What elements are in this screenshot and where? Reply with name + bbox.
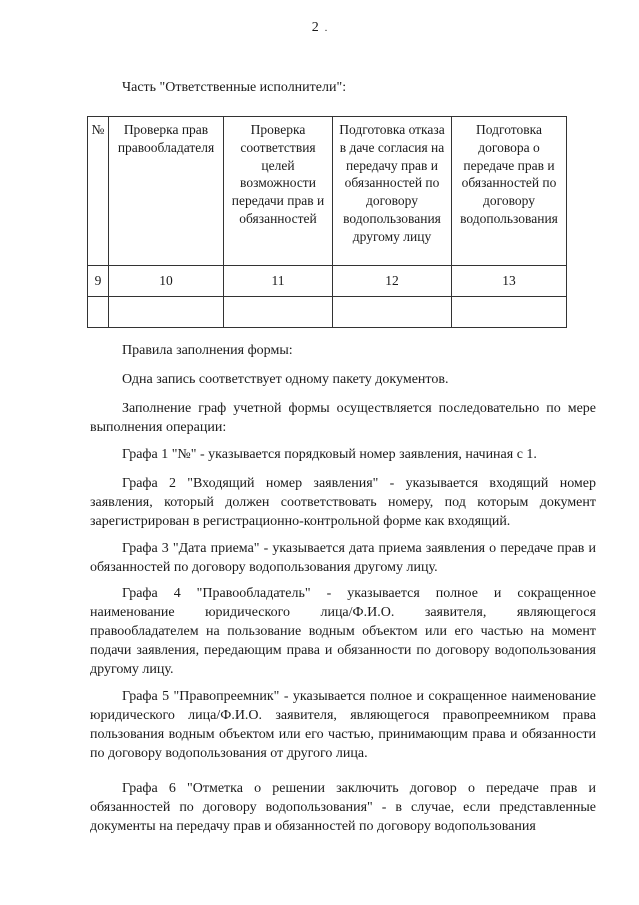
column-4-paragraph: Графа 4 "Правообладатель" - указывается полное и сокращенное наименование юридического лица/Ф.И.О. заявителя, являющегося правообладателем на пользование водным объектом или его частью на момент подачи заявления, передающим права и обязанности по договору водопользования другому лицу. [90, 586, 596, 677]
number-cell: 9 [88, 266, 109, 297]
table-number-row [88, 266, 567, 297]
header-cell-number: № [88, 117, 109, 266]
header-cell-purpose-check: Проверка соответствия целей возможности передачи прав и обязанностей [224, 117, 333, 266]
page-mark: . [324, 23, 328, 34]
column-3-paragraph: Графа 3 "Дата приема" - указывается дата приема заявления о передаче прав и обязанностей по договору водопользования другому лицу. [90, 541, 596, 575]
empty-cell [333, 297, 452, 328]
filling-paragraph: Заполнение граф учетной формы осуществляется последовательно по мере выполнения операции: [90, 401, 596, 435]
header-cell-refusal-prep: Подготовка отказа в даче согласия на передачу прав и обязанностей по договору водопользования другому лицу [333, 117, 452, 266]
number-cell: 11 [224, 266, 333, 297]
section-title: Часть "Ответственные исполнители": [122, 80, 347, 95]
empty-cell [109, 297, 224, 328]
number-cell: 12 [333, 266, 452, 297]
page-number-value: 2 [311, 20, 319, 35]
table-header-row [88, 117, 567, 266]
page-number [0, 20, 639, 36]
number-cell: 10 [109, 266, 224, 297]
column-1-paragraph: Графа 1 "№" - указывается порядковый номер заявления, начиная с 1. [122, 447, 537, 462]
empty-cell [452, 297, 567, 328]
rules-title: Правила заполнения формы: [122, 343, 293, 358]
one-record-paragraph: Одна запись соответствует одному пакету документов. [122, 372, 449, 387]
header-cell-contract-prep: Подготовка договора о передаче прав и обязанностей по договору водопользования [452, 117, 567, 266]
empty-cell [88, 297, 109, 328]
column-2-paragraph: Графа 2 "Входящий номер заявления" - указывается входящий номер заявления, который должен соответствовать номеру, под которым документ зарегистрирован в регистрационно-контрольной форме как входящий. [90, 476, 596, 529]
header-cell-rights-check: Проверка прав правообладателя [109, 117, 224, 266]
responsible-executors-table [87, 116, 567, 328]
column-5-paragraph: Графа 5 "Правопреемник" - указывается полное и сокращенное наименование юридического лица/Ф.И.О. заявителя, являющегося правопреемником права пользования водным объектом или его частью, принимающим права и обязанности по договору водопользования от другого лица. [90, 689, 596, 761]
empty-cell [224, 297, 333, 328]
table-empty-row [88, 297, 567, 328]
number-cell: 13 [452, 266, 567, 297]
column-6-paragraph: Графа 6 "Отметка о решении заключить договор о передаче прав и обязанностей по договору водопользования" - в случае, если представленные документы на передачу прав и обязанностей по договору водопользования [90, 781, 596, 834]
